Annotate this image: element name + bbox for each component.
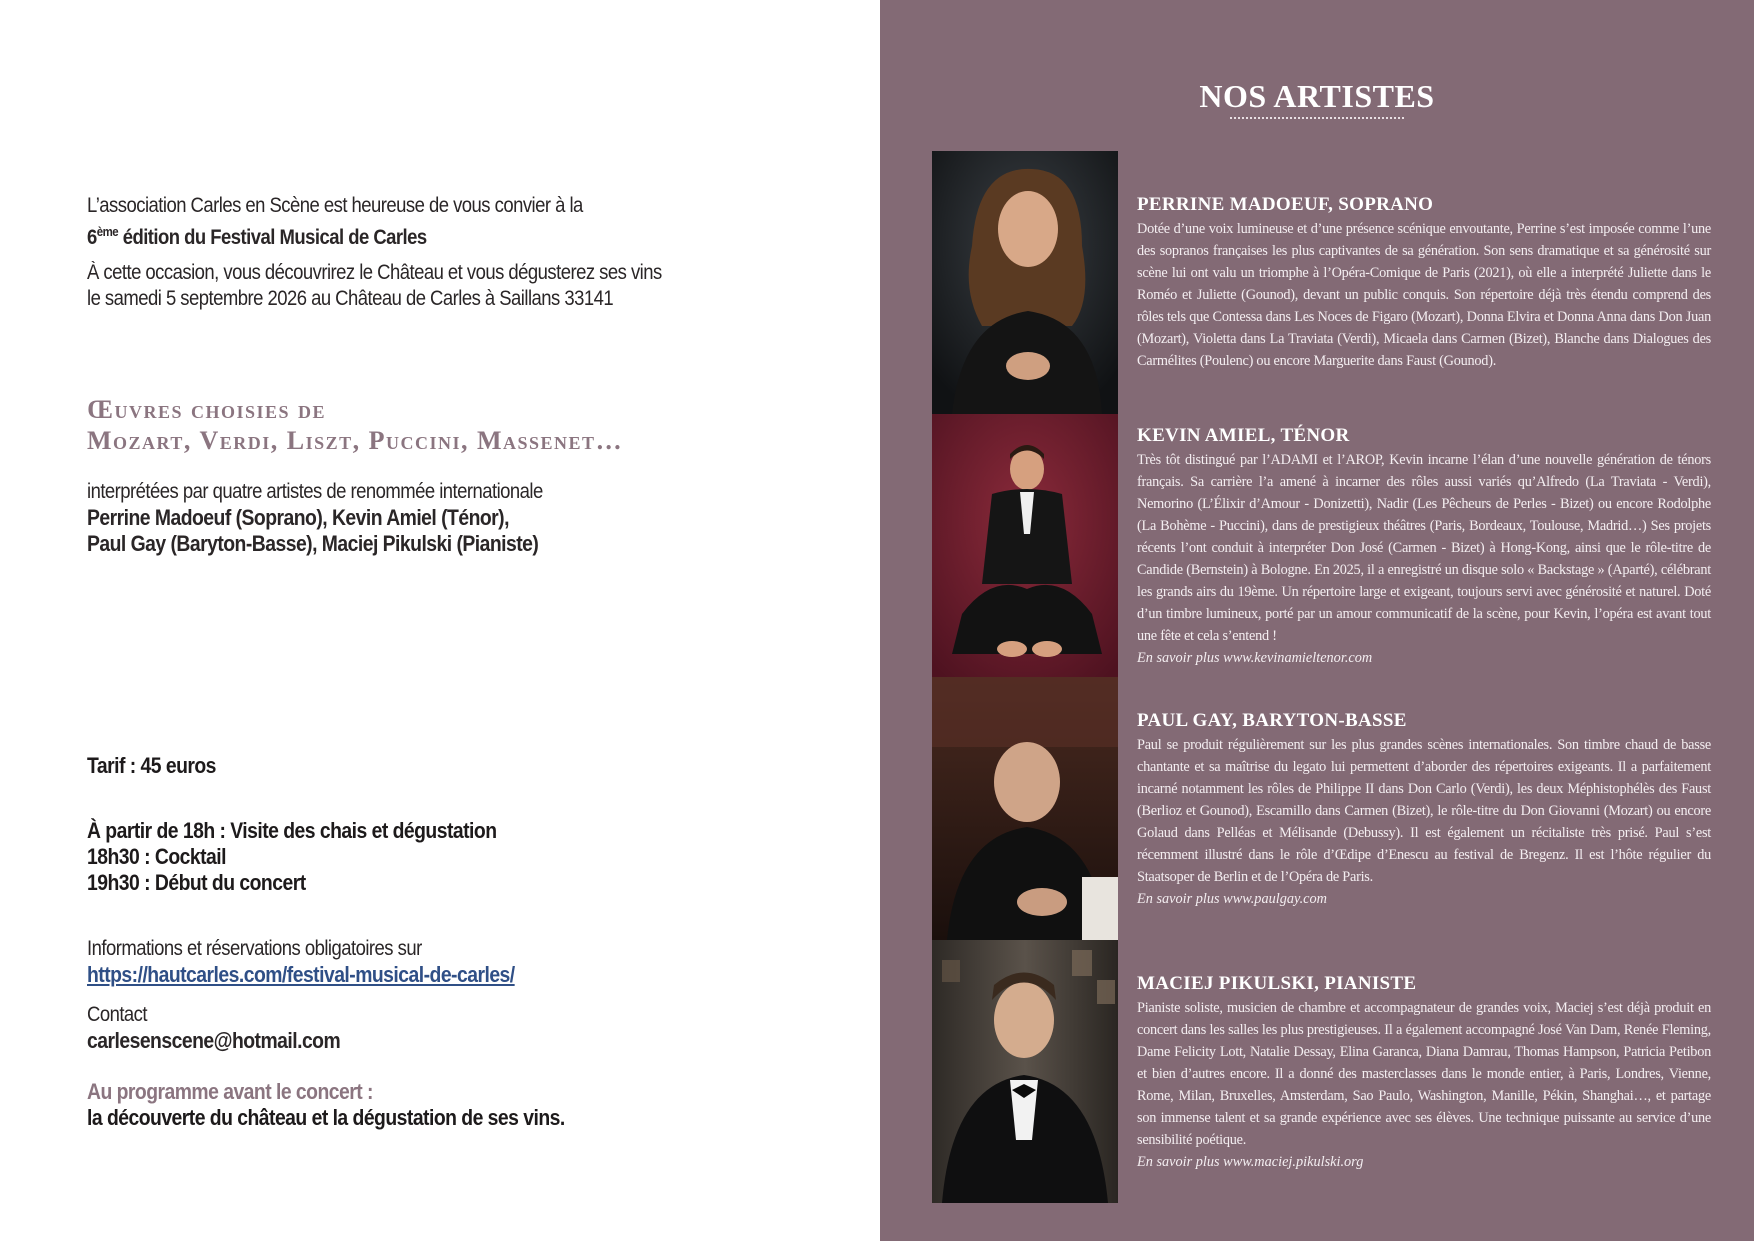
artist-bio: Très tôt distingué par l’ADAMI et l’AROP, Kevin incarne l’élan d’une nouvelle génération de ténors français. Sa carrière l’a amené à incarner des rôles aussi variés qu’Alfredo (La Traviata - Verdi), Nemorino (L’Élixir d’Amour - Donizetti), Nadir (Les Pêcheurs de Perles - Bizet) ou encore Rodolphe (La Bohème - Puccini), dans de prestigieux théâtres (Paris, Bordeaux, Toulouse, Madrid…) Ses projets récents l’ont conduit à interpréter Don José (Carmen - Bizet) à Hong-Kong, ainsi que le rôle-titre de Candide (Bernstein) à Bologne. En 2025, il a enregistré un disque solo « Backstage » (Aparté), célébrant les grands airs du 19ème. Un répertoire large et exigeant, toujours servi avec générosité et naturel. Doté d’un timbre lumineux, porté par un amour communicatif de la scène, pour Kevin, l’opéra est avant tout une fête et cela s’entend ! [1137,452,1711,644]
works-line-2: Mozart, Verdi, Liszt, Puccini, Massenet… [87,426,624,455]
performers-block [87,479,543,557]
reservation-link[interactable]: https://hautcarles.com/festival-musical-de-carles/ [87,962,515,987]
schedule-item: À partir de 18h : Visite des chais et dégustation [87,818,497,843]
price: Tarif : 45 euros [87,753,216,778]
schedule-item: 18h30 : Cocktail [87,844,226,869]
artists-page [880,0,1754,1241]
artists-title: NOS ARTISTES [1199,78,1435,114]
reservation-label: Informations et réservations obligatoires sur [87,937,422,960]
schedule-item: 19h30 : Début du concert [87,870,306,895]
edition-number: 6 [87,226,97,249]
intro-line-2 [87,219,583,251]
contact-email[interactable]: carlesenscene@hotmail.com [87,1028,341,1053]
artist-card-pianist [1137,971,1711,1173]
reservation-info [87,936,515,989]
works-heading [87,394,623,456]
artist-card-tenor [1137,423,1711,669]
artist-bio: Paul se produit régulièrement sur les plus grandes scènes internationales. Son timbre chaud de basse chantante et sa maîtrise du legato lui permettent d’aborder des répertoires exigeants. Il a parfaitement incarné notamment les rôles de Philippe II dans Don Carlo (Verdi), les deux Méphistophélès des Faust (Berlioz et Gounod), Escamillo dans Carmen (Bizet), le rôle-titre du Don Giovanni (Mozart) ou encore Golaud dans Pelléas et Mélisande (Debussy). Il est également un récitaliste très prisé. Paul s’est récemment illustré dans le rôle d’Œdipe d’Enescu au festival de Bregenz. Il est l’hôte régulier du Staatsoper de Berlin et de l’Opéra de Paris. [1137,737,1711,885]
event-line-1: À cette occasion, vous découvrirez le Château et vous dégusterez ses vins [87,261,662,284]
artist-name: MACIEJ PIKULSKI, PIANISTE [1137,973,1417,994]
program-text: la découverte du château et la dégustation de ses vins. [87,1105,565,1130]
artist-card-soprano [1137,192,1711,372]
edition-suffix: ème [96,224,119,239]
performers-intro: interprétées par quatre artistes de renommée internationale [87,480,543,503]
artist-name: KEVIN AMIEL, TÉNOR [1137,425,1350,446]
title-divider [1230,117,1404,119]
event-description [87,260,662,312]
artist-website-link[interactable]: En savoir plus www.maciej.pikulski.org [1137,1154,1364,1170]
contact-label: Contact [87,1003,148,1026]
schedule [87,818,497,896]
artist-bio: Dotée d’une voix lumineuse et d’une présence scénique envoutante, Perrine s’est imposée comme l’une des sopranos françaises les plus captivantes de sa génération. Son sens dramatique et sa générosité sur scène lui ont valu un triomphe à l’Opéra-Comique de Paris (2021), où elle a interprété Juliette dans le Roméo et Juliette (Gounod), devant un public conquis. Son répertoire déjà très étendu comprend des rôles tels que Contessa dans Les Noces de Figaro (Mozart), Donna Elvira et Donna Anna dans Don Juan (Mozart), Violetta dans La Traviata (Verdi), Micaela dans Carmen (Bizet), Blanche dans Dialogues des Carmélites (Poulenc) ou encore Marguerite dans Faust (Gounod). [1137,221,1711,369]
artist-website-link[interactable]: En savoir plus www.kevinamieltenor.com [1137,650,1373,666]
program-block [87,1079,565,1131]
artist-name: PERRINE MADOEUF, SOPRANO [1137,194,1434,215]
invitation-intro [87,193,583,251]
artist-bio: Pianiste soliste, musicien de chambre et accompagnateur de grandes voix, Maciej s’est déjà produit en concert dans les salles les plus prestigieuses. Il a également accompagné José Van Dam, Renée Fleming, Dame Felicity Lott, Natalie Dessay, Elina Garanca, Diana Damrau, Thomas Hampson, Patricia Petibon et bien d’autres encore. Il a donné des masterclasses dans le monde entier, à Paris, Londres, Vienne, Rome, Milan, Bruxelles, Amsterdam, Sao Paulo, Washington, Manille, Pékin, Shanghai…, et partage son immense talent et sa grande expérience avec ses élèves. Une technique puissante au service d’une sensibilité poétique. [1137,1000,1711,1148]
performers-line-1: Perrine Madoeuf (Soprano), Kevin Amiel (Ténor), [87,505,509,530]
festival-name: édition du Festival Musical de Carles [118,226,427,249]
artist-photo-soprano [932,151,1118,414]
artist-photo-tenor [932,414,1118,677]
performers-line-2: Paul Gay (Baryton-Basse), Maciej Pikulski (Pianiste) [87,531,539,556]
artist-card-baritone [1137,708,1711,910]
works-line-1: Œuvres choisies de [87,395,327,424]
artist-photo-pianist [932,940,1118,1203]
artist-website-link[interactable]: En savoir plus www.paulgay.com [1137,891,1327,907]
artist-photo-baritone [932,677,1118,940]
artist-name: PAUL GAY, BARYTON-BASSE [1137,710,1407,731]
contact-block [87,1002,340,1054]
event-line-2: le samedi 5 septembre 2026 au Château de Carles à Saillans 33141 [87,287,614,310]
intro-line-1: L’association Carles en Scène est heureuse de vous convier à la [87,194,583,217]
program-label: Au programme avant le concert : [87,1079,373,1104]
